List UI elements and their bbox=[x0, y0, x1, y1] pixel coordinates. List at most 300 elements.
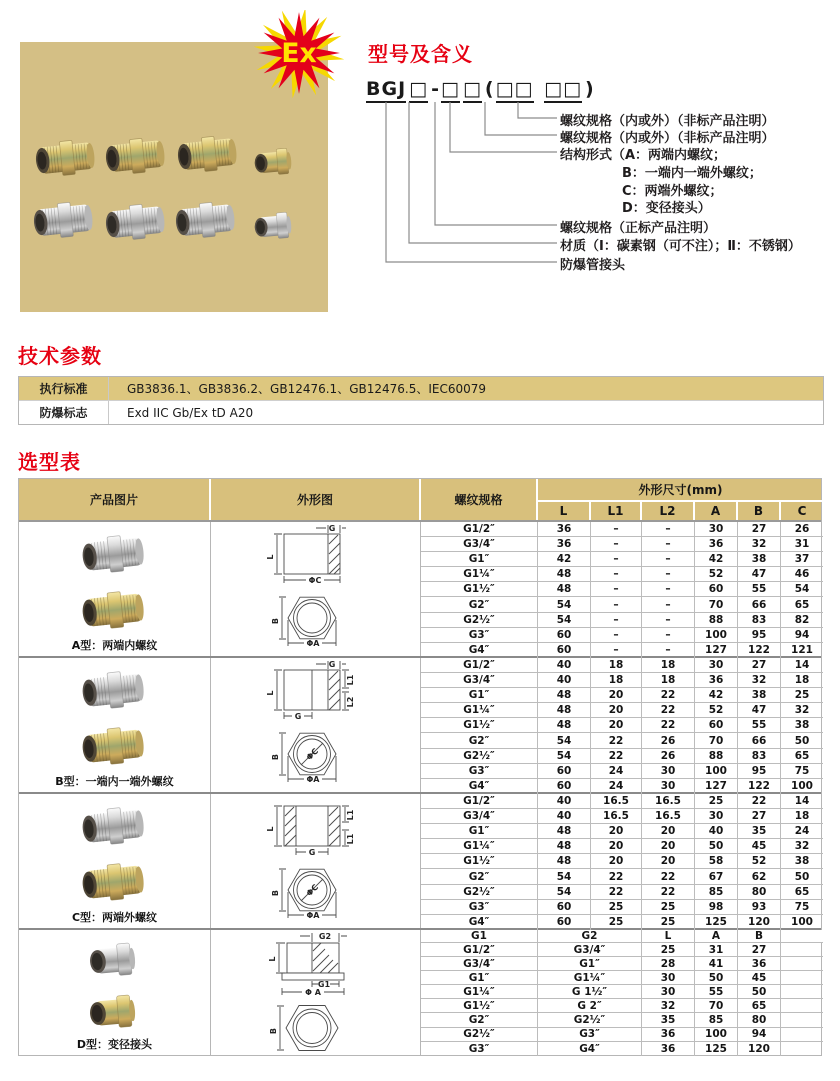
selection-section-type-c bbox=[19, 792, 821, 928]
dim-L1-cell: 24 bbox=[591, 779, 642, 794]
dim-B-cell: 62 bbox=[738, 869, 781, 883]
thread-G2-cell: G3/4″ bbox=[538, 943, 642, 956]
dim-B-cell: 32 bbox=[738, 537, 781, 551]
dim-B-cell: 45 bbox=[738, 839, 781, 853]
dim-L2-cell: – bbox=[642, 537, 695, 551]
dim-L2-cell: – bbox=[642, 597, 695, 611]
model-label-structure-a: 结构形式（A：两端内螺纹； bbox=[560, 148, 727, 163]
dim-L-cell: 36 bbox=[642, 1042, 695, 1056]
spec-row bbox=[421, 1028, 823, 1042]
thread-G2-cell: G1¼″ bbox=[538, 971, 642, 984]
fitting-photo-brass bbox=[69, 855, 161, 909]
dim-L2-cell: 18 bbox=[642, 673, 695, 687]
dim-L-cell: 40 bbox=[538, 794, 591, 808]
dim-A-cell: 125 bbox=[695, 915, 738, 930]
dim-C-cell: 38 bbox=[794, 855, 810, 868]
dim-L-cell: 48 bbox=[538, 839, 591, 853]
model-label-structure-c: C：两端外螺纹； bbox=[622, 184, 723, 199]
dim-label: G bbox=[308, 848, 315, 857]
dim-B-cell: 27 bbox=[738, 658, 781, 672]
spec-rows-type-b bbox=[421, 658, 823, 794]
spec-row bbox=[421, 643, 823, 658]
dim-L-cell: 48 bbox=[538, 567, 591, 581]
dim-L2-cell: – bbox=[642, 552, 695, 566]
dim-label: L bbox=[265, 690, 275, 696]
dim-C-cell: 100 bbox=[791, 780, 813, 793]
model-label-material: 材质（Ⅰ：碳素钢（可不注）；Ⅱ：不锈钢） bbox=[560, 239, 801, 254]
thread-spec-cell: G3/4″ bbox=[421, 537, 538, 551]
selection-section-type-a bbox=[19, 520, 821, 656]
dim-A-cell: 55 bbox=[695, 985, 738, 998]
dim-A-cell: 50 bbox=[695, 971, 738, 984]
spec-row bbox=[421, 733, 823, 748]
spec-row bbox=[421, 779, 823, 794]
thread-G1-cell: G3″ bbox=[421, 1042, 538, 1056]
dim-B-cell: 50 bbox=[738, 985, 781, 998]
dim-label: L2 bbox=[345, 696, 355, 708]
empty-cell bbox=[781, 985, 823, 998]
dim-C-cell: 50 bbox=[794, 870, 810, 883]
dim-C-cell: 94 bbox=[794, 628, 810, 641]
dim-L1-cell: 16.5 bbox=[591, 809, 642, 823]
subheader-G1: G1 bbox=[421, 930, 538, 942]
fitting-photo-brass bbox=[69, 583, 161, 637]
dim-L2-cell: 16.5 bbox=[642, 794, 695, 808]
dim-A-cell: 31 bbox=[695, 943, 738, 956]
tech-param-label: 执行标准 bbox=[19, 377, 109, 400]
dim-L-cell: 60 bbox=[538, 628, 591, 642]
dim-L-cell: 48 bbox=[538, 703, 591, 717]
subheader-empty bbox=[781, 930, 823, 942]
header-dimensions: 外形尺寸(mm) bbox=[538, 479, 823, 502]
spec-rows-type-a bbox=[421, 522, 823, 658]
thread-G2-cell: G4″ bbox=[538, 1042, 642, 1056]
thread-spec-cell: G1½″ bbox=[421, 718, 538, 732]
header-col-C: C bbox=[797, 504, 807, 518]
spec-row bbox=[421, 613, 823, 628]
dim-L-cell: 40 bbox=[538, 809, 591, 823]
dim-L-cell: 30 bbox=[642, 985, 695, 998]
dim-L1-cell: – bbox=[591, 567, 642, 581]
spec-row bbox=[421, 824, 823, 839]
dim-B-cell: 52 bbox=[738, 854, 781, 868]
type-d-caption: D型：变径接头 bbox=[76, 1038, 153, 1051]
dim-A-cell: 60 bbox=[695, 718, 738, 732]
dim-C-cell: 75 bbox=[794, 900, 810, 913]
dim-A-cell: 70 bbox=[695, 999, 738, 1012]
dim-label: ΦA bbox=[306, 775, 319, 784]
thread-spec-cell: G1¼″ bbox=[421, 703, 538, 717]
dim-B-cell: 45 bbox=[738, 971, 781, 984]
fitting-photo-silver bbox=[69, 799, 161, 853]
dim-L2-cell: 26 bbox=[642, 749, 695, 763]
dim-C-cell: 65 bbox=[794, 885, 810, 898]
dim-B-cell: 47 bbox=[738, 703, 781, 717]
dim-C-cell: 100 bbox=[791, 916, 813, 929]
outline-drawing-cell bbox=[211, 522, 421, 656]
thread-G1-cell: G1¼″ bbox=[421, 985, 538, 998]
dim-A-cell: 127 bbox=[695, 779, 738, 794]
dim-label: ΦC bbox=[308, 576, 321, 585]
model-code-structure-box: □ bbox=[463, 80, 482, 103]
dim-L2-cell: 18 bbox=[642, 658, 695, 672]
spec-rows-type-c bbox=[421, 794, 823, 930]
dim-label: ΦA bbox=[306, 911, 319, 920]
product-photo-cell bbox=[19, 522, 211, 656]
dim-A-cell: 50 bbox=[695, 839, 738, 853]
dim-C-cell: 31 bbox=[794, 538, 810, 551]
spec-rows-type-d bbox=[421, 943, 823, 1056]
thread-spec-cell: G1/2″ bbox=[421, 794, 538, 808]
dim-L-cell: 48 bbox=[538, 718, 591, 732]
dim-L2-cell: 20 bbox=[642, 854, 695, 868]
dim-L2-cell: – bbox=[642, 582, 695, 596]
fitting-photo-brass bbox=[73, 987, 157, 1037]
spec-row bbox=[421, 537, 823, 552]
dim-label: G1 bbox=[317, 980, 330, 989]
dim-C-cell: 37 bbox=[794, 553, 810, 566]
dim-L-cell: 54 bbox=[538, 749, 591, 763]
model-code-group2: □□ bbox=[544, 80, 582, 103]
dim-B-cell: 120 bbox=[738, 915, 781, 930]
spec-row bbox=[421, 628, 823, 643]
dim-L2-cell: – bbox=[642, 628, 695, 642]
dim-L2-cell: – bbox=[642, 567, 695, 581]
outline-drawing-cell bbox=[211, 930, 421, 1055]
fitting-photo-brass bbox=[69, 719, 161, 773]
header-col-L: L bbox=[538, 502, 591, 520]
thread-spec-cell: G3″ bbox=[421, 628, 538, 642]
dim-L-cell: 36 bbox=[642, 1028, 695, 1041]
dim-L1-cell: 18 bbox=[591, 673, 642, 687]
empty-cell bbox=[781, 971, 823, 984]
header-product-image: 产品图片 bbox=[19, 479, 211, 520]
dim-B-cell: 38 bbox=[738, 688, 781, 702]
dim-L2-cell: 22 bbox=[642, 703, 695, 717]
header-outline-drawing: 外形图 bbox=[211, 479, 421, 520]
dim-L2-cell: 30 bbox=[642, 764, 695, 778]
thread-spec-cell: G4″ bbox=[421, 643, 538, 658]
dim-A-cell: 88 bbox=[695, 613, 738, 627]
dim-L1-cell: – bbox=[591, 582, 642, 596]
spec-row bbox=[421, 971, 823, 985]
dim-A-cell: 42 bbox=[695, 688, 738, 702]
fitting-photo-silver bbox=[69, 663, 161, 717]
selection-table bbox=[18, 478, 822, 1056]
dim-L-cell: 35 bbox=[642, 1013, 695, 1026]
dim-L2-cell: 22 bbox=[642, 718, 695, 732]
dim-L1-cell: – bbox=[591, 643, 642, 658]
model-label-structure-d: D：变径接头） bbox=[622, 201, 711, 216]
spec-row bbox=[421, 1013, 823, 1027]
dim-B-cell: 120 bbox=[738, 1042, 781, 1056]
header-col-A: A bbox=[695, 502, 738, 520]
spec-row bbox=[421, 854, 823, 869]
dim-B-cell: 83 bbox=[738, 613, 781, 627]
dim-C-cell: 82 bbox=[794, 613, 810, 626]
dim-L-cell: 48 bbox=[538, 824, 591, 838]
empty-cell bbox=[781, 943, 823, 956]
dim-C-cell: 65 bbox=[794, 598, 810, 611]
dim-C-cell: 14 bbox=[794, 659, 810, 672]
thread-spec-cell: G3″ bbox=[421, 764, 538, 778]
dim-label: B bbox=[270, 753, 280, 761]
model-label-thread-std: 螺纹规格（正标产品注明） bbox=[560, 221, 717, 236]
spec-row bbox=[421, 703, 823, 718]
dim-L2-cell: 25 bbox=[642, 900, 695, 914]
dim-L2-cell: 20 bbox=[642, 839, 695, 853]
thread-spec-cell: G4″ bbox=[421, 779, 538, 794]
thread-spec-cell: G1/2″ bbox=[421, 658, 538, 672]
dim-B-cell: 55 bbox=[738, 718, 781, 732]
dim-C-cell: 65 bbox=[794, 749, 810, 762]
dim-B-cell: 22 bbox=[738, 794, 781, 808]
fitting-photo-silver bbox=[69, 527, 161, 581]
thread-G2-cell: G2½″ bbox=[538, 1013, 642, 1026]
dim-L2-cell: – bbox=[642, 522, 695, 536]
thread-spec-cell: G3″ bbox=[421, 900, 538, 914]
spec-row bbox=[421, 839, 823, 854]
empty-cell bbox=[781, 1013, 823, 1026]
dim-L-cell: 48 bbox=[538, 582, 591, 596]
dim-A-cell: 88 bbox=[695, 749, 738, 763]
selection-section-type-b bbox=[19, 656, 821, 792]
spec-row bbox=[421, 764, 823, 779]
model-code-thread-box: □ bbox=[441, 80, 460, 103]
outline-drawing-type-c bbox=[232, 794, 400, 928]
spec-row bbox=[421, 582, 823, 597]
type-c-caption: C型：两端外螺纹 bbox=[71, 911, 158, 924]
dim-A-cell: 41 bbox=[695, 957, 738, 970]
dim-label: L1 bbox=[345, 674, 355, 686]
dim-L1-cell: 20 bbox=[591, 824, 642, 838]
spec-row bbox=[421, 794, 823, 809]
dim-C-cell: 75 bbox=[794, 764, 810, 777]
spec-row bbox=[421, 673, 823, 688]
fitting-photo-silver bbox=[73, 935, 157, 985]
outline-drawing-cell bbox=[211, 658, 421, 792]
dim-L2-cell: – bbox=[642, 613, 695, 627]
dim-A-cell: 125 bbox=[695, 1042, 738, 1056]
dim-L1-cell: 16.5 bbox=[591, 794, 642, 808]
spec-row bbox=[421, 915, 823, 930]
dim-B-cell: 36 bbox=[738, 957, 781, 970]
header-col-L1: L1 bbox=[591, 502, 642, 520]
dim-B-cell: 65 bbox=[738, 999, 781, 1012]
model-label-thread-nonstd-2: 螺纹规格（内或外）（非标产品注明） bbox=[560, 131, 775, 146]
spec-row bbox=[421, 567, 823, 582]
spec-row bbox=[421, 885, 823, 900]
dim-B-cell: 83 bbox=[738, 749, 781, 763]
thread-spec-cell: G1/2″ bbox=[421, 522, 538, 536]
dim-A-cell: 30 bbox=[695, 658, 738, 672]
dim-label: L bbox=[265, 554, 275, 560]
tech-param-label: 防爆标志 bbox=[19, 401, 109, 424]
dim-A-cell: 25 bbox=[695, 794, 738, 808]
dim-L1-cell: 18 bbox=[591, 658, 642, 672]
spec-row bbox=[421, 688, 823, 703]
dim-L1-cell: 20 bbox=[591, 718, 642, 732]
model-label-structure-b: B：一端内一端外螺纹； bbox=[622, 166, 762, 181]
dim-L2-cell: 16.5 bbox=[642, 809, 695, 823]
spec-row bbox=[421, 957, 823, 971]
product-photo-cell bbox=[19, 794, 211, 928]
tech-params-row bbox=[19, 401, 823, 424]
dim-label: L bbox=[265, 826, 275, 832]
dim-L-cell: 36 bbox=[538, 522, 591, 536]
dim-label: Φ A bbox=[304, 988, 321, 997]
subheader-G2: G2 bbox=[538, 930, 642, 942]
spec-row bbox=[421, 658, 823, 673]
dim-label: G bbox=[328, 524, 335, 533]
thread-spec-cell: G1″ bbox=[421, 688, 538, 702]
dim-A-cell: 67 bbox=[695, 869, 738, 883]
thread-spec-cell: G2″ bbox=[421, 869, 538, 883]
dim-C-cell: 25 bbox=[794, 689, 810, 702]
dim-label: L bbox=[267, 956, 277, 962]
dim-L1-cell: 20 bbox=[591, 839, 642, 853]
dim-A-cell: 100 bbox=[695, 1028, 738, 1041]
spec-row bbox=[421, 718, 823, 733]
thread-spec-cell: G2½″ bbox=[421, 613, 538, 627]
thread-G1-cell: G2½″ bbox=[421, 1028, 538, 1041]
dim-L-cell: 25 bbox=[642, 943, 695, 956]
dim-L2-cell: 22 bbox=[642, 869, 695, 883]
dim-A-cell: 98 bbox=[695, 900, 738, 914]
dim-L1-cell: 25 bbox=[591, 900, 642, 914]
dim-label: ΦC bbox=[304, 882, 320, 899]
header-col-B: B bbox=[738, 502, 781, 520]
spec-row bbox=[421, 985, 823, 999]
dim-C-cell: 121 bbox=[791, 644, 813, 657]
outline-drawing-type-d bbox=[232, 929, 400, 1056]
tech-param-value: GB3836.1、GB3836.2、GB12476.1、GB12476.5、IEC60079 bbox=[127, 382, 487, 396]
empty-cell bbox=[781, 1028, 823, 1041]
dim-L2-cell: 22 bbox=[642, 688, 695, 702]
model-code-material-box: □ bbox=[409, 80, 428, 103]
dim-L1-cell: – bbox=[591, 537, 642, 551]
dim-A-cell: 127 bbox=[695, 643, 738, 658]
spec-row bbox=[421, 809, 823, 824]
dim-L1-cell: – bbox=[591, 522, 642, 536]
outline-drawing-type-b bbox=[232, 658, 400, 792]
thread-spec-cell: G2″ bbox=[421, 733, 538, 747]
header-col-L2: L2 bbox=[642, 502, 695, 520]
thread-spec-cell: G2½″ bbox=[421, 749, 538, 763]
spec-row bbox=[421, 943, 823, 957]
dim-B-cell: 80 bbox=[738, 885, 781, 899]
dim-B-cell: 94 bbox=[738, 1028, 781, 1041]
dim-C-cell: 32 bbox=[794, 840, 810, 853]
dim-label: ΦA bbox=[306, 639, 319, 648]
dim-B-cell: 80 bbox=[738, 1013, 781, 1026]
spec-row bbox=[421, 552, 823, 567]
subheader-L: L bbox=[642, 930, 695, 942]
dim-L2-cell: – bbox=[642, 643, 695, 658]
dim-A-cell: 60 bbox=[695, 582, 738, 596]
spec-row bbox=[421, 1042, 823, 1056]
spec-row bbox=[421, 522, 823, 537]
spec-row bbox=[421, 597, 823, 612]
dim-L-cell: 60 bbox=[538, 900, 591, 914]
thread-spec-cell: G1¼″ bbox=[421, 839, 538, 853]
dim-B-cell: 66 bbox=[738, 733, 781, 747]
dim-C-cell: 26 bbox=[794, 523, 810, 536]
tech-params-table bbox=[18, 376, 824, 425]
thread-spec-cell: G1¼″ bbox=[421, 567, 538, 581]
dim-L-cell: 42 bbox=[538, 552, 591, 566]
type-d-subheader-row bbox=[421, 930, 823, 943]
dim-A-cell: 100 bbox=[695, 628, 738, 642]
dim-label: ΦC bbox=[304, 746, 320, 763]
empty-cell bbox=[781, 999, 823, 1012]
dim-A-cell: 30 bbox=[695, 522, 738, 536]
type-a-caption: A型：两端内螺纹 bbox=[71, 639, 158, 652]
model-code-rparen: ) bbox=[585, 78, 595, 100]
thread-spec-cell: G2½″ bbox=[421, 885, 538, 899]
dim-B-cell: 38 bbox=[738, 552, 781, 566]
subheader-B: B bbox=[738, 930, 781, 942]
thread-spec-cell: G1″ bbox=[421, 824, 538, 838]
dim-A-cell: 42 bbox=[695, 552, 738, 566]
dim-L-cell: 54 bbox=[538, 597, 591, 611]
dim-A-cell: 58 bbox=[695, 854, 738, 868]
dim-L1-cell: 24 bbox=[591, 764, 642, 778]
dim-B-cell: 66 bbox=[738, 597, 781, 611]
dim-L1-cell: 20 bbox=[591, 688, 642, 702]
header-thread-spec: 螺纹规格 bbox=[421, 479, 538, 520]
dim-L2-cell: 25 bbox=[642, 915, 695, 930]
dim-L1-cell: 22 bbox=[591, 869, 642, 883]
selection-section-type-d bbox=[19, 928, 821, 1055]
thread-spec-cell: G3/4″ bbox=[421, 809, 538, 823]
dim-A-cell: 70 bbox=[695, 597, 738, 611]
dim-L-cell: 36 bbox=[538, 537, 591, 551]
model-code-group1: □□ bbox=[496, 80, 534, 103]
dim-C-cell: 54 bbox=[794, 583, 810, 596]
thread-G2-cell: G1″ bbox=[538, 957, 642, 970]
tech-params-row bbox=[19, 377, 823, 401]
dim-B-cell: 122 bbox=[738, 779, 781, 794]
model-label-thread-nonstd-1: 螺纹规格（内或外）（非标产品注明） bbox=[560, 114, 775, 129]
dim-L-cell: 54 bbox=[538, 885, 591, 899]
thread-G1-cell: G3/4″ bbox=[421, 957, 538, 970]
dim-B-cell: 27 bbox=[738, 809, 781, 823]
dim-B-cell: 93 bbox=[738, 900, 781, 914]
subheader-A: A bbox=[695, 930, 738, 942]
dim-L-cell: 60 bbox=[538, 915, 591, 930]
dim-L-cell: 48 bbox=[538, 854, 591, 868]
thread-spec-cell: G1″ bbox=[421, 552, 538, 566]
dim-label: L1 bbox=[345, 833, 355, 845]
thread-G2-cell: G 1½″ bbox=[538, 985, 642, 998]
dim-A-cell: 36 bbox=[695, 673, 738, 687]
header-dimension-columns bbox=[538, 502, 823, 520]
tech-param-value: Exd IIC Gb/Ex tD A20 bbox=[127, 405, 254, 420]
dim-L2-cell: 22 bbox=[642, 885, 695, 899]
thread-spec-cell: G1½″ bbox=[421, 854, 538, 868]
dim-L-cell: 32 bbox=[642, 999, 695, 1012]
dim-A-cell: 85 bbox=[695, 885, 738, 899]
thread-spec-cell: G4″ bbox=[421, 915, 538, 930]
dim-A-cell: 85 bbox=[695, 1013, 738, 1026]
dim-B-cell: 95 bbox=[738, 628, 781, 642]
dim-A-cell: 40 bbox=[695, 824, 738, 838]
dim-B-cell: 32 bbox=[738, 673, 781, 687]
dim-L2-cell: 20 bbox=[642, 824, 695, 838]
dim-B-cell: 55 bbox=[738, 582, 781, 596]
dim-A-cell: 70 bbox=[695, 733, 738, 747]
